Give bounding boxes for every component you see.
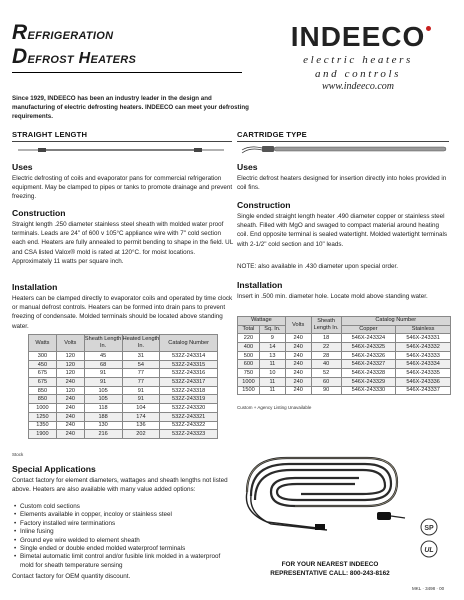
table-cell: 1500 — [238, 386, 260, 395]
table-cell: 240 — [285, 386, 311, 395]
right-construction-text: Single ended straight length heater .490 diameter copper or stainless steel sheath. Filled with MgO and swaged to compact material around heating coil. End opposite terminal is sealed watertight. Molded watertight terminals with 2-1/2" cold section and 10" leads. — [237, 213, 447, 248]
table-cell: 28 — [311, 351, 341, 360]
table-cell: 532Z-243319 — [160, 395, 218, 404]
group-wattage: Wattage — [238, 317, 286, 326]
table-cell: 1000 — [29, 404, 57, 413]
table-cell: 31 — [122, 352, 160, 361]
document-number: MKL · 3498 · 00 — [412, 586, 445, 591]
table-cell: 675 — [29, 369, 57, 378]
table-cell: 11 — [259, 360, 285, 369]
table-cell: 240 — [285, 369, 311, 378]
table-row — [29, 360, 218, 369]
table-cell: 45 — [84, 352, 122, 361]
special-applications-heading: Special Applications — [12, 464, 96, 474]
table-cell: 240 — [56, 378, 84, 387]
footer-phone[interactable]: REPRESENTATIVE CALL: 800-243-8162 — [270, 570, 390, 577]
left-construction-heading: Construction — [12, 208, 66, 218]
table-group-header-row — [238, 317, 451, 326]
table-row — [29, 352, 218, 361]
left-construction-text: Straight length .250 diameter stainless steel sheath with molded water proof terminals. Leads are 24" of 600 v 105°C appliance wire with 7" cold section each end. Heaters are fully annealed to permit bending to shape in the field. UL and CSA listed Valox® mold is rated at 120°C. for moist locations. Approximately 11 watts per square inch. — [12, 221, 233, 265]
list-item: • Inline fusing — [14, 528, 234, 536]
table-cell: 40 — [311, 360, 341, 369]
brand-dot-icon — [426, 26, 431, 31]
table-cell: 1350 — [29, 421, 57, 430]
left-uses-heading: Uses — [12, 162, 33, 172]
col-copper: Copper — [341, 325, 396, 334]
table-row — [238, 360, 451, 369]
list-item: • Ground eye wire welded to element sheath — [14, 537, 234, 545]
table-row — [238, 334, 451, 343]
col-sq-in: Sq. In. — [259, 325, 285, 334]
brand-tagline-1: electric heaters — [303, 54, 413, 66]
right-construction-heading: Construction — [237, 200, 291, 210]
table-cell: 240 — [285, 334, 311, 343]
table-cell: 546X-243331 — [396, 334, 451, 343]
right-uses-heading: Uses — [237, 162, 258, 172]
right-note: NOTE: also available in .430 diameter upon special order. — [237, 263, 399, 270]
table-cell: 450 — [29, 360, 57, 369]
cartridge-type-heading: CARTRIDGE TYPE — [237, 130, 307, 139]
table-cell: 532Z-243317 — [160, 378, 218, 387]
table-cell: 11 — [259, 377, 285, 386]
cartridge-heater-illustration — [240, 144, 450, 156]
table-cell: 68 — [84, 360, 122, 369]
title-line-1: Refrigeration — [12, 21, 114, 44]
table-cell: 240 — [56, 421, 84, 430]
col-sheath-length: Sheath Length In. — [311, 317, 341, 334]
table-cell: 1250 — [29, 412, 57, 421]
table-row — [29, 386, 218, 395]
indeeco-logo — [268, 22, 448, 93]
table-cell: 850 — [29, 386, 57, 395]
brand-url[interactable]: www.indeeco.com — [321, 81, 395, 92]
table-cell: 240 — [285, 377, 311, 386]
table-cell: 120 — [56, 369, 84, 378]
table-cell: 220 — [238, 334, 260, 343]
table-row — [29, 395, 218, 404]
table-cell: 546X-243330 — [341, 386, 396, 395]
table-cell: 120 — [56, 386, 84, 395]
table-cell: 240 — [56, 404, 84, 413]
table-cell: 675 — [29, 378, 57, 387]
table-cell: 1900 — [29, 430, 57, 439]
table-cell: 174 — [122, 412, 160, 421]
table-cell: 104 — [122, 404, 160, 413]
table-cell: 216 — [84, 430, 122, 439]
table-cell: 546X-243337 — [396, 386, 451, 395]
table-cell: 10 — [259, 369, 285, 378]
table-cell: 105 — [84, 395, 122, 404]
table-cell: 546X-243334 — [396, 360, 451, 369]
left-installation-text: Heaters can be clamped directly to evaporator coils and operated by time clock or manual defrost controls. Heaters can be formed into drain pans to prevent freezing of condensate. Molded terminals should be located above standing water. — [12, 295, 233, 330]
table-cell: 546X-243328 — [341, 369, 396, 378]
col-catalog-number: Catalog Number — [160, 335, 218, 352]
table-cell: 13 — [259, 351, 285, 360]
col-total: Total — [238, 325, 260, 334]
brand-wordmark: INDEECO — [291, 22, 426, 52]
col-sheath-length: Sheath Length In. — [84, 335, 122, 352]
table-cell: 400 — [238, 343, 260, 352]
table-cell: 77 — [122, 369, 160, 378]
list-item: • Custom cold sections — [14, 503, 234, 511]
cartridge-type-rule — [237, 141, 449, 142]
csa-mark-text: SP — [424, 525, 434, 532]
table-cell: 300 — [29, 352, 57, 361]
table-cell: 546X-243329 — [341, 377, 396, 386]
left-uses-text: Electric defrosting of coils and evaporator pans for commercial refrigeration equipment. May be clamped to pipes or tanks to promote drainage and prevent freezing. — [12, 175, 233, 201]
col-heated-length: Heated Length In. — [122, 335, 160, 352]
table-cell: 90 — [311, 386, 341, 395]
table-cell: 500 — [238, 351, 260, 360]
table-cell: 532Z-243320 — [160, 404, 218, 413]
table-cell: 202 — [122, 430, 160, 439]
table-cell: 532Z-243322 — [160, 421, 218, 430]
right-installation-heading: Installation — [237, 280, 283, 290]
group-catalog-number: Catalog Number — [341, 317, 450, 326]
table-cell: 532Z-243323 — [160, 430, 218, 439]
cartridge-type-table — [237, 316, 451, 395]
table-cell: 546X-243327 — [341, 360, 396, 369]
straight-length-heading: STRAIGHT LENGTH — [12, 130, 88, 139]
table-cell: 18 — [311, 334, 341, 343]
table-cell: 240 — [285, 360, 311, 369]
table-cell: 118 — [84, 404, 122, 413]
table-cell: 532Z-243318 — [160, 386, 218, 395]
footer-line-1: FOR YOUR NEAREST INDEECO — [281, 561, 379, 568]
col-volts: Volts — [56, 335, 84, 352]
table-cell: 532Z-243321 — [160, 412, 218, 421]
table-cell: 600 — [238, 360, 260, 369]
table-cell: 1000 — [238, 377, 260, 386]
table-cell: 546X-243332 — [396, 343, 451, 352]
table-row — [29, 430, 218, 439]
list-item: • Bimetal automatic limit control and/or fusible link molded in a waterproof mold for sheath temperature sensing — [14, 553, 234, 570]
straight-length-rule — [12, 141, 232, 142]
table-cell: 546X-243326 — [341, 351, 396, 360]
table-cell: 9 — [259, 334, 285, 343]
table-cell: 91 — [122, 395, 160, 404]
right-uses-text: Electric defrost heaters designed for insertion directly into holes provided in coil fins. — [237, 175, 447, 192]
table-cell: 120 — [56, 360, 84, 369]
table-row — [238, 386, 451, 395]
table-cell: 120 — [56, 352, 84, 361]
table-cell: 54 — [122, 360, 160, 369]
table-row — [238, 377, 451, 386]
ul-listing-icon — [419, 540, 439, 558]
table-cell: 22 — [311, 343, 341, 352]
title-underline — [12, 72, 242, 73]
table-cell: 52 — [311, 369, 341, 378]
table-cell: 240 — [56, 412, 84, 421]
table-row — [29, 421, 218, 430]
table-cell: 130 — [84, 421, 122, 430]
left-installation-heading: Installation — [12, 282, 58, 292]
table-cell: 136 — [122, 421, 160, 430]
table-header-row — [238, 325, 451, 334]
straight-heater-illustration — [16, 146, 226, 154]
table-cell: 91 — [122, 386, 160, 395]
left-table-note: Stock — [12, 452, 24, 457]
table-cell: 240 — [285, 343, 311, 352]
table-row — [238, 351, 451, 360]
col-volts: Volts — [285, 317, 311, 334]
special-applications-intro: Contact factory for element diameters, wattages and sheath lengths not listed above. Heaters are also available with many value added options: — [12, 477, 228, 494]
table-cell: 546X-243335 — [396, 369, 451, 378]
table-cell: 546X-243325 — [341, 343, 396, 352]
table-cell: 240 — [285, 351, 311, 360]
table-row — [29, 412, 218, 421]
table-cell: 240 — [56, 430, 84, 439]
table-cell: 11 — [259, 386, 285, 395]
col-watts: Watts — [29, 335, 57, 352]
table-cell: 532Z-243315 — [160, 360, 218, 369]
table-cell: 105 — [84, 386, 122, 395]
list-item: • Factory installed wire terminations — [14, 520, 234, 528]
table-cell: 546X-243324 — [341, 334, 396, 343]
table-cell: 91 — [84, 378, 122, 387]
table-cell: 532Z-243314 — [160, 352, 218, 361]
right-installation-text: Insert in .500 min. diameter hole. Locate mold above standing water. — [237, 293, 428, 300]
table-cell: 240 — [56, 395, 84, 404]
table-cell: 546X-243333 — [396, 351, 451, 360]
table-cell: 188 — [84, 412, 122, 421]
straight-length-table — [28, 334, 218, 439]
coiled-heater-photo — [237, 452, 407, 532]
table-row — [29, 369, 218, 378]
page-title — [12, 22, 136, 70]
table-row — [29, 378, 218, 387]
brand-tagline-2: and controls — [314, 68, 402, 80]
table-row — [29, 404, 218, 413]
list-item: • Elements available in copper, incoloy or stainless steel — [14, 511, 234, 519]
table-cell: 750 — [238, 369, 260, 378]
table-header-row — [29, 335, 218, 352]
list-item: • Single ended or double ended molded waterproof terminals — [14, 545, 234, 553]
col-stainless: Stainless — [396, 325, 451, 334]
table-cell: 77 — [122, 378, 160, 387]
ul-mark-text: UL — [424, 547, 434, 554]
table-cell: 60 — [311, 377, 341, 386]
right-table-note: Custom + Agency Listing Unavailable — [237, 405, 312, 410]
csa-certification-icon — [420, 518, 438, 536]
title-line-2: Defrost Heaters — [12, 45, 137, 68]
table-cell: 91 — [84, 369, 122, 378]
table-cell: 14 — [259, 343, 285, 352]
table-cell: 532Z-243316 — [160, 369, 218, 378]
special-applications-outro: Contact factory for OEM quantity discount. — [12, 573, 131, 580]
table-row — [238, 343, 451, 352]
special-applications-list — [14, 503, 234, 570]
table-cell: 850 — [29, 395, 57, 404]
table-row — [238, 369, 451, 378]
intro-text: Since 1929, INDEECO has been an industry leader in the design and manufacturing of electric defrosting heaters. INDEECO can meet your defrosting requirements. — [12, 95, 249, 120]
table-cell: 546X-243336 — [396, 377, 451, 386]
footer-contact — [250, 560, 410, 578]
